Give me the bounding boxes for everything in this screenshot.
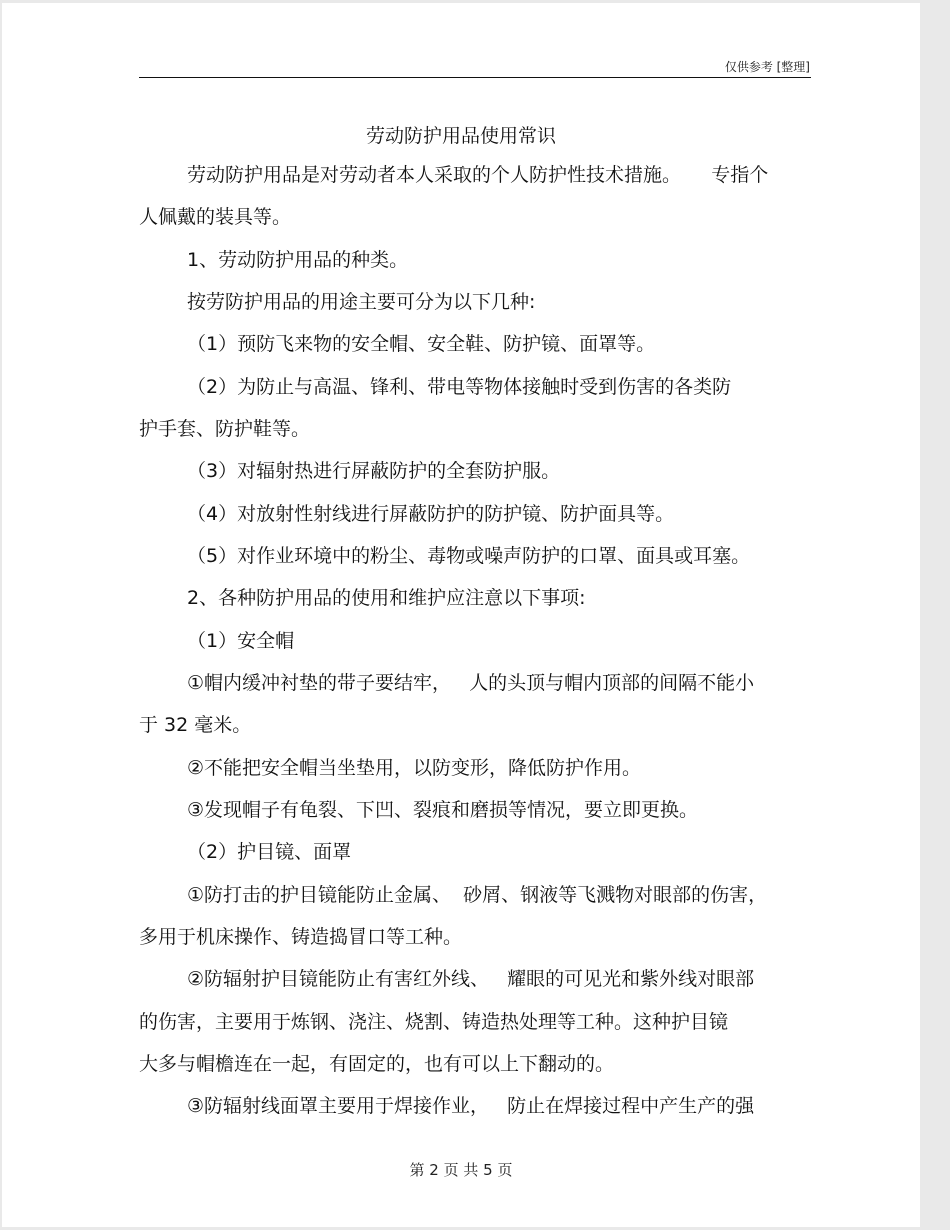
list-item: （5）对作业环境中的粉尘、毒物或噪声防护的口罩、面具或耳塞。 [187,545,751,567]
document-title: 劳动防护用品使用常识 [365,125,556,147]
paragraph-line: 大多与帽檐连在一起，有固定的，也有可以上下翻动的。 [139,1053,615,1075]
paragraph-line: 于 32 毫米。 [139,714,252,736]
paragraph-line: ①防打击的护目镜能防止金属、 砂屑、钢液等飞溅物对眼部的伤害， [187,884,768,906]
paragraph-line: ②不能把安全帽当坐垫用，以防变形，降低防护作用。 [187,757,642,779]
paragraph-line: 多用于机床操作、铸造捣冒口等工种。 [139,926,463,948]
list-item: （1）预防飞来物的安全帽、安全鞋、防护镜、面罩等。 [187,333,656,355]
subsection-heading: （1）安全帽 [187,630,295,652]
subsection-heading: （2）护目镜、面罩 [187,841,352,863]
page-number: 第 2 页 共 5 页 [409,1161,513,1179]
list-item-continuation: 护手套、防护鞋等。 [139,418,311,440]
paragraph-line: ①帽内缓冲衬垫的带子要结牢， 人的头顶与帽内顶部的间隔不能小 [187,672,755,694]
list-item: （4）对放射性射线进行屏蔽防护的防护镜、防护面具等。 [187,503,675,525]
section-heading: 1、劳动防护用品的种类。 [187,249,409,271]
header-divider [139,77,811,78]
paragraph-line: ②防辐射护目镜能防止有害红外线、 耀眼的可见光和紫外线对眼部 [187,968,755,990]
list-item: （3）对辐射热进行屏蔽防护的全套防护服。 [187,460,561,482]
document-page [2,3,920,1227]
section-heading: 2、各种防护用品的使用和维护应注意以下事项: [187,587,586,609]
header-note: 仅供参考 [整理] [724,60,810,74]
paragraph-line: 的伤害，主要用于炼钢、浇注、烧割、铸造热处理等工种。这种护目镜 [139,1011,729,1033]
paragraph-line: 人佩戴的装具等。 [139,206,292,228]
paragraph-line: 按劳防护用品的用途主要可分为以下几种: [187,291,536,313]
paragraph-line: ③防辐射线面罩主要用于焊接作业， 防止在焊接过程中产生产的强 [187,1095,755,1117]
paragraph-line: 劳动防护用品是对劳动者本人采取的个人防护性技术措施。 专指个 [187,164,769,186]
list-item: （2）为防止与高温、锋利、带电等物体接触时受到伤害的各类防 [187,376,732,398]
paragraph-line: ③发现帽子有龟裂、下凹、裂痕和磨损等情况，要立即更换。 [187,799,699,821]
